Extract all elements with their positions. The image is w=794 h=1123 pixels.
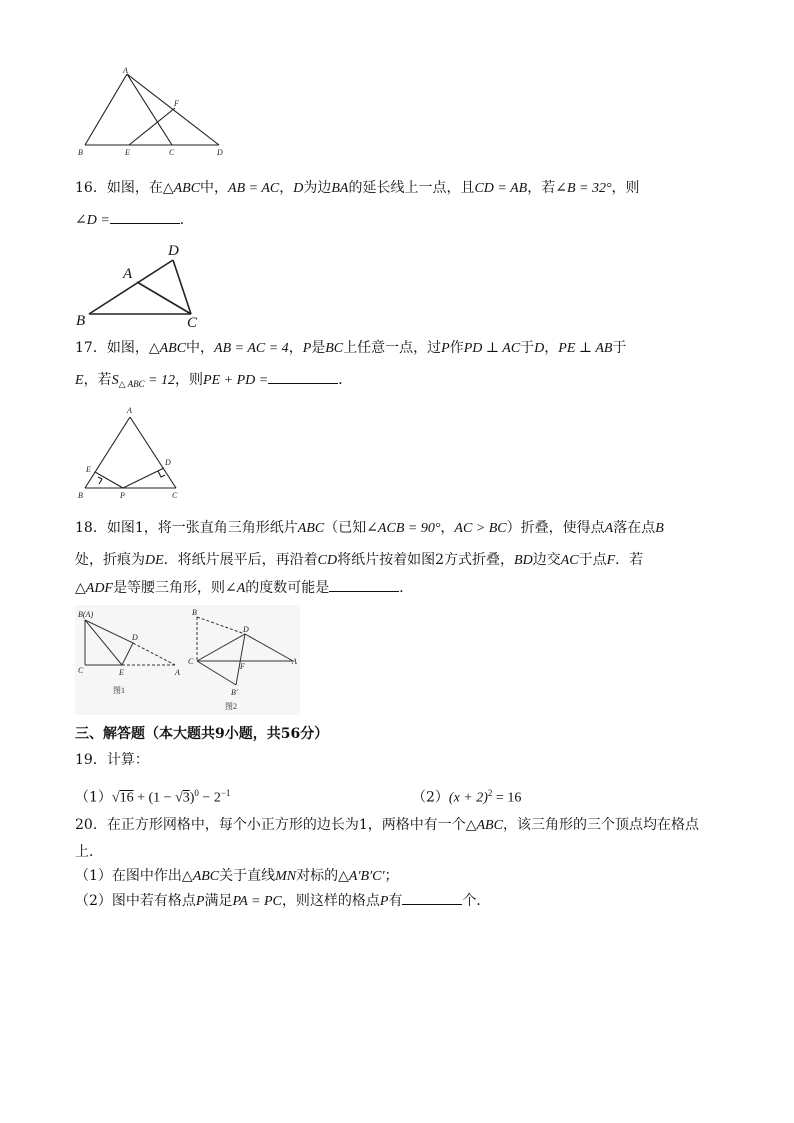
fig16-label-c: C (187, 315, 198, 330)
question-16-line-1: 16．如图，在△ABC中，AB = AC，D为边BA的延长线上一点，且CD = AB，若∠B = 32°，则 (75, 180, 640, 196)
answer-blank-17[interactable] (268, 371, 338, 384)
fig18-caption-2: 图2 (225, 702, 237, 711)
figure-15 (75, 65, 235, 160)
fig17-label-d: D (165, 458, 171, 467)
question-18-line-1: 18．如图1，将一张直角三角形纸片ABC（已知∠ACB = 90°，AC > BC）折叠，使得点A落在点B (75, 520, 664, 536)
fig18-2-label-b-prime: B′ (231, 688, 238, 697)
fig17-label-a: A (127, 406, 132, 415)
figure-16 (75, 238, 210, 330)
fig18-1-label-a: A (175, 668, 180, 677)
section-3-title: 三、解答题（本大题共9小题，共56分） (75, 726, 329, 742)
fig15-label-c: C (169, 148, 175, 157)
fig15-label-e: E (125, 148, 130, 157)
fig17-label-e: E (86, 465, 91, 474)
question-20-line-2: 上． (75, 844, 103, 860)
fig18-1-label-c: C (78, 666, 84, 675)
fig17-label-c: C (172, 491, 178, 500)
fig17-label-p: P (120, 491, 125, 500)
question-16-line-2: ∠D = ． (75, 212, 194, 228)
question-19-part-2: $(2)(x + 2)^2 = 16$ (412, 788, 522, 806)
fig18-1-label-ba: B(A) (78, 610, 94, 619)
fig16-label-b: B (76, 313, 86, 329)
figure-18 (75, 605, 300, 715)
question-19-part-1: $(1)√16 + (1 - √3)^0 - 2^{-1}$ (75, 788, 231, 806)
fig18-2-label-b: B (192, 608, 197, 617)
fig16-label-d: D (168, 243, 179, 259)
question-20-part-2: （2）图中若有格点P满足PA = PC，则这样的格点P有 个． (75, 893, 491, 909)
question-18-line-3: △ADF是等腰三角形，则∠A的度数可能是 ． (75, 580, 414, 596)
fig18-2-label-a: A (292, 657, 297, 666)
answer-blank-18[interactable] (329, 579, 399, 592)
fig15-label-f: F (174, 99, 179, 108)
fig18-2-label-d: D (243, 625, 249, 634)
fig18-2-label-f: F (240, 662, 245, 671)
question-20-line-1: 20．在正方形网格中，每个小正方形的边长为1，两格中有一个△ABC，该三角形的三个顶点均在格点 (75, 817, 699, 833)
answer-blank-20[interactable] (402, 892, 462, 905)
question-18-line-2: 处，折痕为DE．将纸片展平后，再沿着CD将纸片按着如图2方式折叠，BD边交AC于点F．若 (75, 552, 644, 568)
fig18-1-label-d: D (132, 633, 138, 642)
figure-17 (75, 402, 190, 502)
fig16-label-a: A (123, 266, 133, 282)
fig17-label-b: B (78, 491, 83, 500)
fig18-caption-1: 图1 (113, 686, 125, 695)
fig15-label-b: B (78, 148, 83, 157)
question-17-line-2: E，若$S_{\triangle ABC} = 12$，则PE + PD = ． (75, 372, 353, 389)
fig15-label-a: A (123, 66, 128, 75)
question-17-line-1: 17．如图，△ABC中，AB = AC = 4，P是BC上任意一点，过P作PD ⊥ AC于D，PE ⊥ AB于 (75, 340, 627, 356)
question-20-part-1: （1）在图中作出△ABC关于直线MN对标的△A′B′C′； (75, 868, 399, 884)
question-19-title: 19．计算： (75, 752, 149, 768)
answer-blank-16[interactable] (110, 211, 180, 224)
fig18-2-label-c: C (188, 657, 194, 666)
fig15-label-d: D (217, 148, 223, 157)
fig18-1-label-e: E (119, 668, 124, 677)
